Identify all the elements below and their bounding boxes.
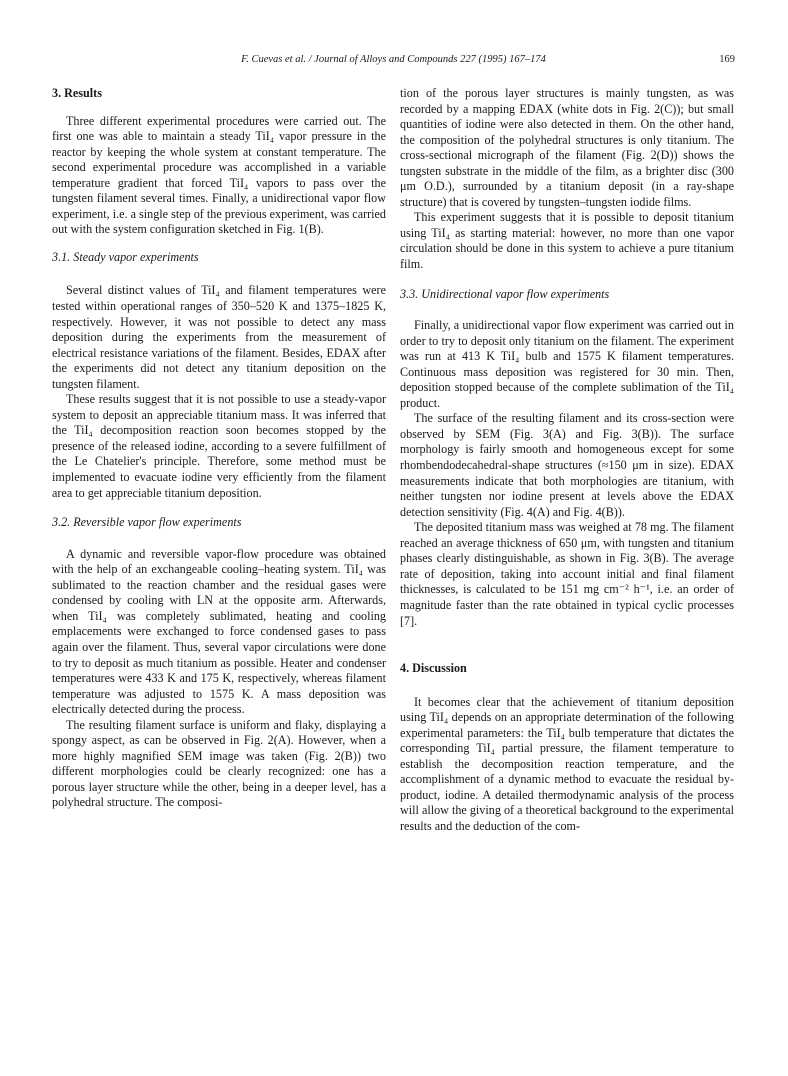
reversible-vapor-paragraph-2: The resulting filament surface is uniform and flaky, displaying a spongy aspect, as can be observed in Fig. 2(A). However, when a more highly magnified SEM image was taken (Fig. 2(B)) two different morphologies could be clearly recognized: one has a porous layer structure while the other, being in a deeper level, has a polyhedral structure. The composi- xyxy=(52,717,386,810)
steady-vapor-paragraph-1: Several distinct values of TiI₄ and filament temperatures were tested within operational ranges of 350–520 K and 1375–1825 K, respectively. However, it was not possible to detect any mass deposition during the experiments from the measurement of electrical resistance variations of the filament. Besides, EDAX after the experiments did not detect any titanium deposition on the tungsten filament. xyxy=(52,283,386,391)
left-column xyxy=(52,86,386,811)
results-heading: 3. Results xyxy=(52,86,102,100)
running-head-citation: F. Cuevas et al. / Journal of Alloys and Compounds 227 (1995) 167–174 xyxy=(241,54,546,65)
reversible-vapor-paragraph-1: A dynamic and reversible vapor-flow procedure was obtained with the help of an exchangeable cooling–heating system. TiI₄ was sublimated to the reaction chamber and the residual gases were condensed by cooling with LN at the opposite arm. Afterwards, when TiI₄ was completely sublimated, heating and cooling emplacements were exchanged to force condensed gases to pass again over the filament. Thus, several vapor circulations were done to try to deposit as much titanium as possible. Heater and condenser temperatures were 433 K and 175 K, respectively, whereas filament temperature was adjusted to 1575 K. A mass deposition was electrically detected during the process. xyxy=(52,546,386,717)
steady-vapor-paragraph-2: These results suggest that it is not possible to use a steady-vapor system to deposit an appreciable titanium mass. It was inferred that the TiI₄ decomposition reaction soon becomes stopped by the presence of the released iodine, according to a severe fulfillment of the Le Chatelier's principle. Therefore, some method must be implemented to evacuate iodine very efficiently from the filament area to get appreciable titanium deposition. xyxy=(52,392,386,500)
deposition-conclusion-paragraph: This experiment suggests that it is possible to deposit titanium using TiI₄ as starting material: however, no more than one vapor circulation should be done in this system to achieve a pure titanium film. xyxy=(400,210,734,272)
results-paragraph: Three different experimental procedures were carried out. The first one was able to maintain a steady TiI₄ vapor pressure in the reactor by keeping the whole system at constant temperature. The second experimental procedure was accomplished in a variable temperature gradient that forced TiI₄ vapors to pass over the tungsten filament several times. Finally, a unidirectional vapor flow experiment, i.e. a single step of the previous experiment, was carried out with the system configuration sketched in Fig. 1(B). xyxy=(52,113,386,237)
unidirectional-vapor-heading: 3.3. Unidirectional vapor flow experiments xyxy=(400,286,610,301)
running-header xyxy=(52,54,735,70)
discussion-paragraph: It becomes clear that the achievement of titanium deposition using TiI₄ depends on an appropriate determination of the following experimental parameters: the TiI₄ bulb temperature that dictates the corresponding TiI₄ partial pressure, the filament temperature to establish the decomposition reaction temperature, and the accomplishment of a dynamic method to evacuate the residual by-product, iodine. A detailed thermodynamic analysis of the process will allow the giving of a theoretical background to the experimental results and the deduction of the com- xyxy=(400,694,734,833)
unidirectional-vapor-paragraph-2: The surface of the resulting filament and its cross-section were observed by SEM (Fig. 3(A) and Fig. 3(B)). The surface morphology is fairly smooth and homogeneous except for some rhombendodecahedral-shape structures (≈150 μm in size). EDAX measurements indicate that both morphologies are titanium, with neither tungsten nor iodine present at levels above the EDAX detection sensitivity (Fig. 4(A) and Fig. 4(B)). xyxy=(400,411,734,519)
reversible-vapor-heading: 3.2. Reversible vapor flow experiments xyxy=(52,515,242,530)
unidirectional-vapor-paragraph-3: The deposited titanium mass was weighed at 78 mg. The filament reached an average thickness of 650 μm, with tungsten and titanium phases clearly distinguishable, as shown in Fig. 3(B). The average rate of deposition, taking into account initial and final filament thicknesses, is calculated to be 151 mg cm⁻² h⁻¹, i.e. an order of magnitude faster than the rate obtained in typical cyclic processes [7]. xyxy=(400,520,734,628)
steady-vapor-heading: 3.1. Steady vapor experiments xyxy=(52,249,199,264)
discussion-heading: 4. Discussion xyxy=(400,661,467,676)
unidirectional-vapor-paragraph-1: Finally, a unidirectional vapor flow experiment was carried out in order to try to deposit only titanium on the filament. The experiment was run at 413 K TiI₄ bulb and 1575 K filament temperatures. Continuous mass deposition was registered for 30 min. Then, deposition stopped because of the complete sublimation of the TiI₄ product. xyxy=(400,318,734,410)
right-column xyxy=(400,86,734,835)
page-number: 169 xyxy=(719,54,735,65)
composition-continuation-paragraph: tion of the porous layer structures is mainly tungsten, as was recorded by a mapping EDAX (white dots in Fig. 2(C)); but small quantities of iodine were also detected in them. On the other hand, the composition of the polyhedral structures is only titanium. The cross-sectional micrograph of the filament (Fig. 2(D)) shows the tungsten substrate in the middle of the film, as a brighter disc (300 μm O.D.), surrounded by a titanium deposit (in a ray-shape structure) that is covered by tungsten–tungsten iodide films. xyxy=(400,86,734,209)
